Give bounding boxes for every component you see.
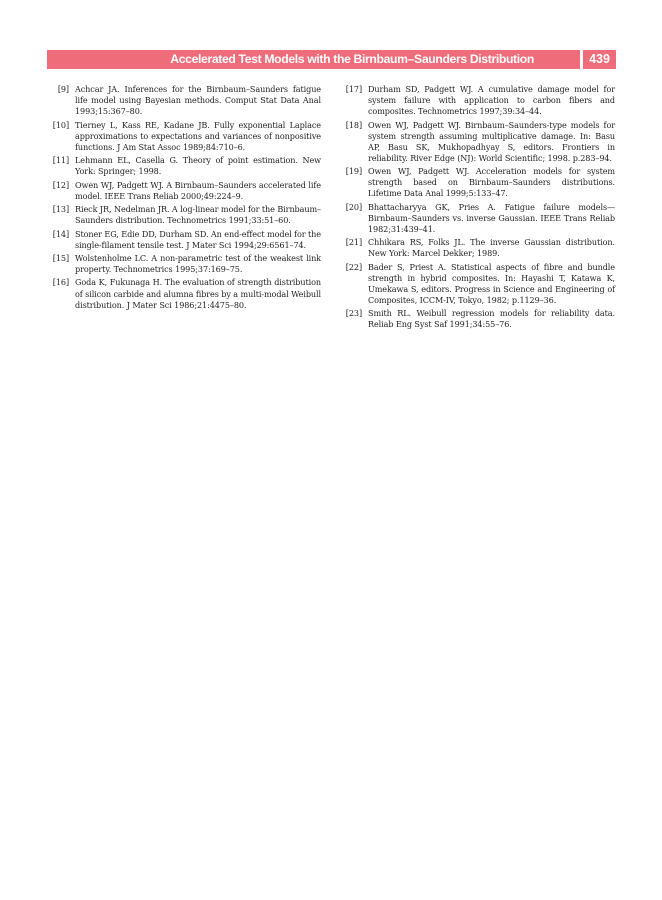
page-number: 439 [583, 50, 616, 69]
reference-number: [15] [52, 253, 69, 263]
reference-item [47, 120, 321, 153]
reference-number: [12] [52, 179, 69, 190]
reference-number: [22] [345, 261, 362, 272]
reference-item [47, 253, 321, 275]
reference-text: Owen WJ, Padgett WJ. Acceleration models for system strength based on Birnbaum–Saunders distributions. Lifetime Data Anal 1999;5:133–47. [368, 166, 615, 199]
reference-item [340, 237, 615, 259]
reference-item [47, 180, 321, 202]
reference-text: Bhattacharyya GK, Pries A. Fatigue failure models—Birnbaum–Saunders vs. inverse Gaussian. IEEE Trans Reliab 1982;31:439–41. [368, 201, 615, 234]
running-header [47, 50, 616, 69]
reference-number: [11] [52, 155, 69, 166]
reference-text: Rieck JR, Nedelman JR. A log-linear model for the Birnbaum–Saunders distribution. Technometrics 1991;33:51–60. [75, 204, 321, 226]
header-bar [47, 50, 580, 69]
reference-item [47, 84, 321, 117]
reference-text: Wolstenholme LC. A non-parametric test of the weakest link property. Technometrics 1995;37:169–75. [75, 253, 321, 275]
reference-item [47, 229, 321, 251]
reference-text: Achcar JA. Inferences for the Birnbaum–Saunders fatigue life model using Bayesian methods. Comput Stat Data Anal 1993;15:367–80. [75, 84, 321, 117]
reference-item [340, 84, 615, 117]
reference-item [340, 166, 615, 199]
reference-item [47, 277, 321, 310]
reference-text: Chhikara RS, Folks JL. The inverse Gaussian distribution. New York: Marcel Dekker; 1989. [368, 237, 615, 259]
reference-number: [18] [345, 119, 362, 130]
reference-number: [16] [52, 277, 69, 288]
reference-number: [14] [52, 228, 69, 239]
reference-item [47, 204, 321, 226]
reference-number: [17] [345, 84, 362, 94]
reference-text: Tierney L, Kass RE, Kadane JB. Fully exponential Laplace approximations to expectations and variances of nonpositive functions. J Am Stat Assoc 1989;84:710–6. [75, 119, 321, 152]
reference-item [340, 202, 615, 235]
reference-text: Durham SD, Padgett WJ. A cumulative damage model for system failure with application to carbon fibers and composites. Technometrics 1997;39:34–44. [368, 84, 615, 117]
references-right-column [340, 84, 615, 333]
reference-number: [13] [52, 204, 69, 215]
reference-item [340, 120, 615, 164]
reference-number: [19] [345, 166, 362, 177]
references-left-column [47, 84, 321, 313]
reference-number: [9] [57, 84, 69, 94]
reference-text: Stoner EG, Edie DD, Durham SD. An end-effect model for the single-filament tensile test. J Mater Sci 1994;29:6561–74. [75, 228, 321, 250]
reference-number: [21] [345, 237, 362, 248]
reference-text: Lehmann EL, Casella G. Theory of point estimation. New York: Springer; 1998. [75, 155, 321, 177]
reference-number: [20] [345, 201, 362, 212]
reference-number: [10] [52, 119, 69, 130]
reference-number: [23] [345, 308, 362, 319]
reference-text: Owen WJ, Padgett WJ. A Birnbaum–Saunders accelerated life model. IEEE Trans Reliab 2000;49:224–9. [75, 179, 321, 201]
reference-text: Smith RL. Weibull regression models for reliability data. Reliab Eng Syst Saf 1991;34:55–76. [368, 308, 615, 330]
reference-text: Bader S, Priest A. Statistical aspects of fibre and bundle strength in hybrid composites. In: Hayashi T, Katawa K, Umekawa S, editors. Progress in Science and Engineering of Composites, ICCM-IV, Tokyo, 1982; p.1129–36. [368, 261, 615, 305]
running-title: Accelerated Test Models with the Birnbaum–Saunders Distribution [170, 52, 534, 66]
reference-text: Owen WJ, Padgett WJ. Birnbaum–Saunders-type models for system strength assuming multiplicative damage. In: Basu AP, Basu SK, Mukhopadhyay S, editors. Frontiers in reliability. River Edge (NJ): World Scientific; 1998. p.283–94. [368, 119, 615, 163]
reference-text: Goda K, Fukunaga H. The evaluation of strength distribution of silicon carbide and alumna fibres by a multi-modal Weibull distribution. J Mater Sci 1986;21:4475–80. [75, 277, 321, 310]
reference-item [47, 155, 321, 177]
reference-item [340, 308, 615, 330]
reference-item [340, 262, 615, 306]
